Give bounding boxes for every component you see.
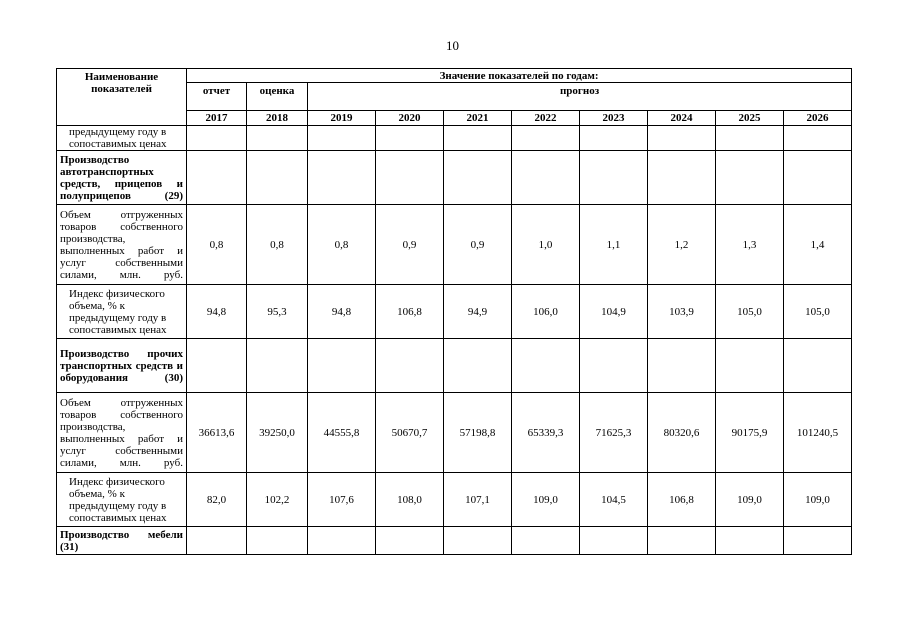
value-cell [512, 151, 580, 205]
value-cell: 0,8 [187, 205, 247, 285]
value-cell: 44555,8 [308, 393, 376, 473]
value-cell [444, 339, 512, 393]
value-cell [716, 151, 784, 205]
value-cell [716, 126, 784, 151]
value-cell: 90175,9 [716, 393, 784, 473]
value-cell: 95,3 [247, 285, 308, 339]
value-cell [580, 151, 648, 205]
table-row [57, 473, 852, 527]
value-cell: 57198,8 [444, 393, 512, 473]
value-cell [444, 527, 512, 555]
value-cell: 103,9 [648, 285, 716, 339]
table-row [57, 527, 852, 555]
table-header [57, 69, 852, 126]
value-cell [580, 527, 648, 555]
indicator-name: Индекс физического объема, % к предыдущему году в сопоставимых ценах [57, 473, 187, 527]
value-cell [512, 126, 580, 151]
value-cell: 102,2 [247, 473, 308, 527]
value-cell: 36613,6 [187, 393, 247, 473]
header-year: 2019 [308, 111, 376, 126]
value-cell: 71625,3 [580, 393, 648, 473]
value-cell: 1,3 [716, 205, 784, 285]
value-cell [247, 126, 308, 151]
value-cell: 1,2 [648, 205, 716, 285]
value-cell [444, 126, 512, 151]
value-cell [648, 339, 716, 393]
value-cell [247, 527, 308, 555]
value-cell [308, 126, 376, 151]
value-cell: 94,8 [308, 285, 376, 339]
value-cell [187, 527, 247, 555]
header-year: 2022 [512, 111, 580, 126]
value-cell: 109,0 [784, 473, 852, 527]
value-cell [784, 339, 852, 393]
value-cell [376, 339, 444, 393]
value-cell: 50670,7 [376, 393, 444, 473]
indicators-table [56, 68, 852, 555]
value-cell: 65339,3 [512, 393, 580, 473]
value-cell: 101240,5 [784, 393, 852, 473]
header-year: 2018 [247, 111, 308, 126]
value-cell [784, 126, 852, 151]
value-cell: 106,8 [648, 473, 716, 527]
header-values-title: Значение показателей по годам: [187, 69, 852, 83]
value-cell [308, 527, 376, 555]
value-cell [187, 151, 247, 205]
value-cell [308, 151, 376, 205]
value-cell: 107,1 [444, 473, 512, 527]
value-cell: 109,0 [716, 473, 784, 527]
value-cell [444, 151, 512, 205]
table-row [57, 339, 852, 393]
value-cell: 105,0 [784, 285, 852, 339]
table-body [57, 126, 852, 555]
value-cell: 108,0 [376, 473, 444, 527]
section-title: Производство мебели (31) [57, 527, 187, 555]
value-cell [580, 126, 648, 151]
value-cell: 1,0 [512, 205, 580, 285]
value-cell [187, 339, 247, 393]
value-cell [648, 527, 716, 555]
value-cell: 39250,0 [247, 393, 308, 473]
value-cell [376, 151, 444, 205]
header-year: 2025 [716, 111, 784, 126]
table-row [57, 205, 852, 285]
header-year: 2017 [187, 111, 247, 126]
indicator-name: предыдущему году в сопоставимых ценах [57, 126, 187, 151]
value-cell: 1,4 [784, 205, 852, 285]
value-cell [648, 126, 716, 151]
value-cell: 1,1 [580, 205, 648, 285]
value-cell: 0,8 [308, 205, 376, 285]
table-row [57, 151, 852, 205]
value-cell [784, 527, 852, 555]
value-cell [376, 527, 444, 555]
header-year: 2023 [580, 111, 648, 126]
value-cell: 107,6 [308, 473, 376, 527]
value-cell [512, 339, 580, 393]
table-row [57, 285, 852, 339]
indicator-name: Индекс физического объема, % к предыдущему году в сопоставимых ценах [57, 285, 187, 339]
header-year: 2026 [784, 111, 852, 126]
header-year: 2020 [376, 111, 444, 126]
section-title: Производство автотранспортных средств, прицепов и полуприцепов (29) [57, 151, 187, 205]
header-estimate: оценка [247, 83, 308, 111]
value-cell [247, 151, 308, 205]
indicator-name: Объем отгруженных товаров собственного производства, выполненных работ и услуг собственными силами, млн. руб. [57, 205, 187, 285]
value-cell: 0,9 [444, 205, 512, 285]
value-cell: 94,9 [444, 285, 512, 339]
header-year: 2024 [648, 111, 716, 126]
page-number: 10 [446, 38, 459, 53]
value-cell: 106,8 [376, 285, 444, 339]
value-cell [376, 126, 444, 151]
value-cell: 104,9 [580, 285, 648, 339]
value-cell: 105,0 [716, 285, 784, 339]
value-cell [784, 151, 852, 205]
header-year: 2021 [444, 111, 512, 126]
header-name-column: Наименование показателей [57, 69, 187, 126]
indicator-name: Объем отгруженных товаров собственного производства, выполненных работ и услуг собственными силами, млн. руб. [57, 393, 187, 473]
value-cell [187, 126, 247, 151]
value-cell [648, 151, 716, 205]
value-cell [308, 339, 376, 393]
value-cell: 82,0 [187, 473, 247, 527]
header-report: отчет [187, 83, 247, 111]
value-cell [512, 527, 580, 555]
table-row [57, 126, 852, 151]
value-cell: 104,5 [580, 473, 648, 527]
value-cell [716, 527, 784, 555]
value-cell: 0,8 [247, 205, 308, 285]
value-cell [716, 339, 784, 393]
value-cell [247, 339, 308, 393]
table-row [57, 393, 852, 473]
value-cell [580, 339, 648, 393]
section-title: Производство прочих транспортных средств и оборудования (30) [57, 339, 187, 393]
value-cell: 109,0 [512, 473, 580, 527]
value-cell: 0,9 [376, 205, 444, 285]
value-cell: 80320,6 [648, 393, 716, 473]
value-cell: 106,0 [512, 285, 580, 339]
value-cell: 94,8 [187, 285, 247, 339]
header-forecast: прогноз [308, 83, 852, 111]
